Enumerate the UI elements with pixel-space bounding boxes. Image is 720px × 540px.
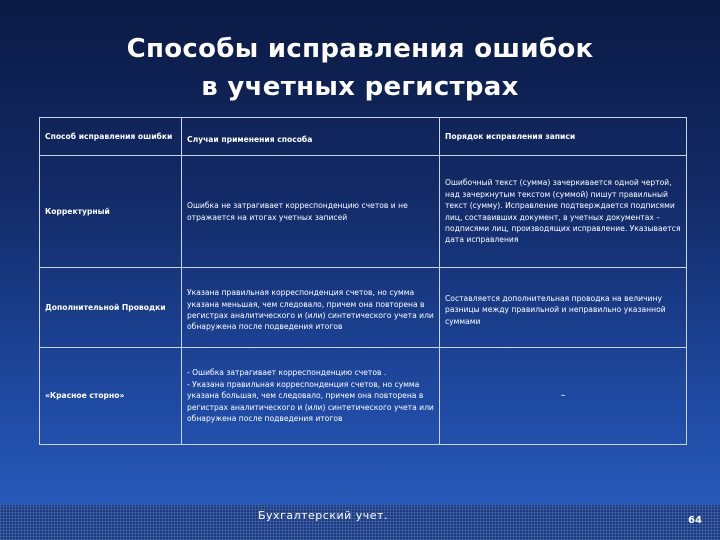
header-cases: Случаи применения способа bbox=[182, 118, 440, 156]
page-number: 64 bbox=[688, 515, 702, 526]
table-row bbox=[40, 348, 687, 445]
procedure-cell bbox=[440, 348, 687, 445]
method-cell: Дополнительной Проводки bbox=[40, 268, 182, 348]
title-line-2: в учетных регистрах bbox=[201, 72, 519, 102]
procedure-cell: Составляется дополнительная проводка на величину разницы между правильной и неправильно указанной суммами bbox=[440, 268, 687, 348]
cases-line: - Указана правильная корреспонденция счетов, но сумма указана большая, чем следовало, причем она повторена в регистрах аналитического и (или) синтетического учета или обнаружена после подведения итогов bbox=[187, 379, 434, 424]
cases-cell: Ошибка не затрагивает корреспонденцию счетов и не отражается на итогах учетных записей bbox=[182, 156, 440, 268]
footer-text: Бухгалтерский учет. bbox=[258, 509, 388, 522]
table-row bbox=[40, 268, 687, 348]
cases-line: - Ошибка затрагивает корреспонденцию счетов . bbox=[187, 368, 387, 378]
header-procedure: Порядок исправления записи bbox=[440, 118, 687, 156]
cases-cell bbox=[182, 348, 440, 445]
title-line-1: Способы исправления ошибок bbox=[126, 34, 594, 64]
methods-table bbox=[39, 117, 687, 445]
table-header-row bbox=[40, 118, 687, 156]
table-row bbox=[40, 156, 687, 268]
procedure-cell: Ошибочный текст (сумма) зачеркивается одной чертой, над зачеркнутым текстом (суммой) пишут правильный текст (сумму). Исправление подтверждается подписями лиц, составивших документ, в учетных документах – подписями лиц, производящих исправление. Указывается дата исправления bbox=[440, 156, 687, 268]
method-cell: Корректурный bbox=[40, 156, 182, 268]
header-method: Способ исправления ошибки bbox=[40, 118, 182, 156]
empty-dash: – bbox=[560, 390, 566, 402]
slide-title bbox=[0, 30, 720, 106]
cases-cell: Указана правильная корреспонденция счетов, но сумма указана меньшая, чем следовало, причем она повторена в регистрах аналитического и (или) синтетического учета или обнаружена после подведения итогов bbox=[182, 268, 440, 348]
method-cell: «Красное сторно» bbox=[40, 348, 182, 445]
